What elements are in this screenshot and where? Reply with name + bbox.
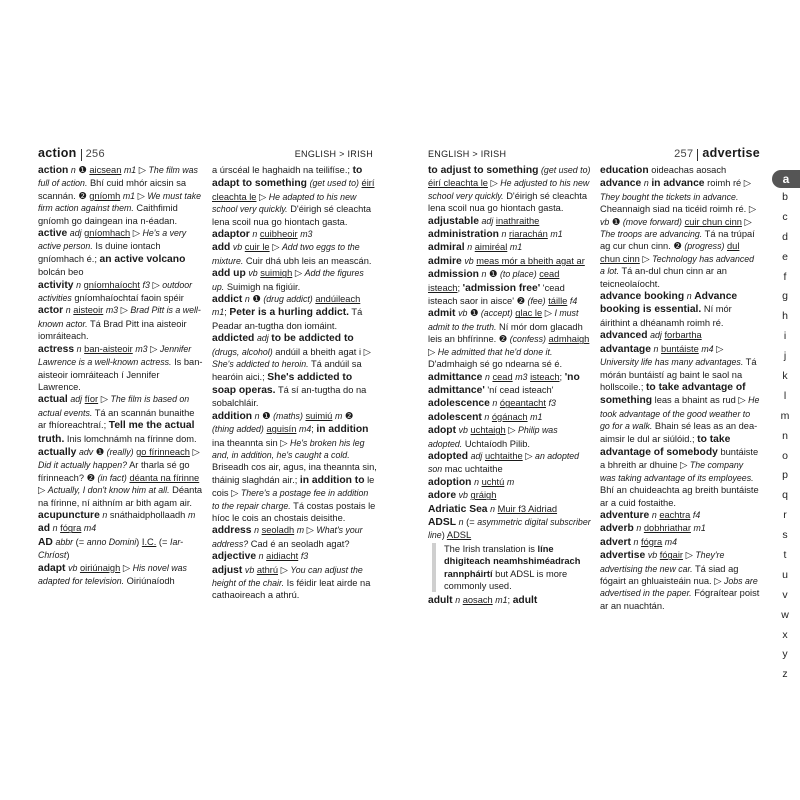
thumb-index-letter[interactable]: x: [782, 628, 788, 641]
thumb-index-letter[interactable]: p: [782, 469, 788, 482]
thumb-index-letter[interactable]: u: [782, 568, 788, 581]
dictionary-entry: activity n gníomhaíocht f3 ▷ outdoor activities gníomhaíochtaí faoin spéir: [38, 279, 193, 304]
dictionary-entry: admittance n cead m3 isteach; 'no admittance' 'ní cead isteach': [428, 371, 580, 396]
dictionary-entry: action n ❶ aicsean m1 ▷ The film was full of action. Bhí cuid mhór aicsin sa scannán. ❷ gníomh m1 ▷ We must take firm action against them. Caithfimid gníomh go daingean ina n-éadan.: [38, 165, 202, 226]
dictionary-entry: addition n ❶ (maths) suimiú m ❷ (thing added) aguisín m4; in addition ina theannta sin ▷ He's broken his leg and, in addition, he's caught a cold. Briseadh cos air, agus, ina theannta sin, tháinig slaghdán air.; in addition to le cois ▷ There's a postage fee in addition to the repair charge. Tá costas postais le híoc le cois an chostais deisithe.: [212, 410, 377, 523]
thumb-index-letter[interactable]: l: [783, 389, 787, 402]
dictionary-entry: advertise vb fógair ▷ They're advertising the new car. Tá siad ag fógairt an ghluaisteáin nua. ▷ Jobs are advertised in the paper. Fógraítear poist ar an nuachtán.: [600, 550, 760, 611]
left-page-header: [38, 146, 373, 161]
dictionary-entry: administration n riarachán m1: [428, 229, 563, 241]
dictionary-entry: to adjust to something (get used to) éirí cleachta le ▷ He adjusted to his new school very quickly. D'éirigh sé cleachta lena scoil nua go hiontach gasta.: [428, 165, 591, 214]
dictionary-entry: actual adj fíor ▷ The film is based on actual events. Tá an scannán bunaithe ar fhíoreachtraí.; Tell me the actual truth. Inis lomchnámh na fírinne dom.: [38, 394, 197, 445]
left-guide-word: action: [38, 146, 77, 160]
right-section-label: ENGLISH > IRISH: [428, 149, 507, 159]
dictionary-entry: add up vb suimigh ▷ Add the figures up. Suimigh na figiúir.: [212, 268, 364, 292]
thumb-index-letter[interactable]: b: [782, 191, 788, 203]
dictionary-entry: advance n in advance roimh ré ▷ They bought the tickets in advance. Cheannaigh siad na ticéid roimh ré. ▷ vb ❶ (move forward) cuir chun cinn ▷ The troops are advancing. Tá na trúpaí ag cur chun cinn. ❷ (progress) dul chun cinn ▷ Technology has advanced a lot. Tá an-dul chun cinn ar an teicneolaíocht.: [600, 178, 756, 289]
dictionary-entry: adolescent n ógánach m1: [428, 411, 543, 423]
left-section-label: ENGLISH > IRISH: [294, 149, 373, 159]
dictionary-entry: address n seoladh m ▷ What's your address? Cad é an seoladh agat?: [212, 525, 363, 549]
dictionary-entry: admission n ❶ (to place) cead isteach; 'admission free' 'cead isteach saor in aisce' ❷ (fee) táille f4: [428, 269, 578, 307]
thumb-index: [770, 170, 800, 688]
left-page-column-1: [38, 164, 203, 587]
right-guide-word: advertise: [702, 146, 760, 160]
thumb-index-letter[interactable]: h: [782, 310, 788, 323]
dictionary-entry: adopted adj uchtaithe ▷ an adopted son mac uchtaithe: [428, 450, 580, 475]
right-page-column-1: [428, 164, 591, 608]
thumb-index-letter[interactable]: f: [783, 270, 787, 283]
dictionary-entry: adverb n dobhriathar m1: [600, 523, 706, 535]
dictionary-entry: education oideachas aosach: [600, 165, 727, 176]
dictionary-entry: adopt vb uchtaigh ▷ Philip was adopted. Uchtaíodh Pilib.: [428, 425, 558, 449]
thumb-index-letters: [770, 191, 800, 688]
dictionary-entry: addicted adj to be addicted to (drugs, alcohol) andúil a bheith agat i ▷ She's addicted to heroin. Tá andúil sa hearóin aici.; She's addicted to soap operas. Tá sí an-tugtha do na sobalchláir.: [212, 333, 371, 409]
dictionary-entry: admire vb meas mór a bheith agat ar: [428, 255, 585, 267]
thumb-index-letter[interactable]: j: [783, 350, 787, 363]
thumb-index-letter[interactable]: q: [782, 489, 788, 502]
dictionary-entry: admiral n aimiréal m1: [428, 242, 523, 254]
dictionary-entry: adjective n aidiacht f3: [212, 551, 309, 563]
thumb-index-letter[interactable]: v: [782, 588, 788, 601]
thumb-index-letter[interactable]: m: [780, 409, 790, 422]
right-page-column-2: [600, 164, 760, 612]
right-page-number: 257: [674, 148, 694, 160]
dictionary-entry: advantage n buntáiste m4 ▷ University life has many advantages. Tá mórán buntáistí ag baint le saol na hollscoile.; to take advantage of something leas a bhaint as rud ▷ He took advantage of the good weather to go for a walk. Bhain sé leas as an dea-aimsir le dul ar siúlóid.; to take advantage of somebody buntáiste a bhreith ar dhuine ▷ The company was taking advantage of its employees. Bhí an chuideachta ag breith buntáiste ar a cuid fostaithe.: [600, 343, 760, 508]
thumb-index-letter[interactable]: s: [782, 529, 788, 542]
dictionary-entry: adjustable adj inathraithe: [428, 215, 540, 227]
dictionary-entry: adventure n eachtra f4: [600, 509, 701, 521]
dictionary-entry: adolescence n ógeantacht f3: [428, 398, 556, 410]
dictionary-entry: adult n aosach m1; adult: [428, 595, 538, 607]
dictionary-entry: add vb cuir le ▷ Add two eggs to the mixture. Cuir dhá ubh leis an meascán.: [212, 242, 372, 266]
dictionary-entry: adjust vb athrú ▷ You can adjust the height of the chair. Is féidir leat airde na cathaoireach a athrú.: [212, 564, 371, 601]
thumb-index-active-letter[interactable]: a: [772, 170, 800, 188]
dictionary-entry: active adj gníomhach ▷ He's a very active person. Is duine iontach gníomhach é.; an active volcano bolcán beo: [38, 228, 187, 278]
dictionary-entry: admit vb ❶ (accept) glac le ▷ I must admit to the truth. Ní mór dom glacadh leis an bhfírinne. ❷ (confess) admhaigh ▷ He admitted that he'd done it. D'admhaigh sé go ndearna sé é.: [428, 308, 590, 370]
header-divider: [81, 149, 82, 161]
thumb-index-letter[interactable]: n: [782, 429, 788, 442]
thumb-index-letter[interactable]: o: [782, 449, 788, 462]
dictionary-entry: actress n ban-aisteoir m3 ▷ Jennifer Lawrence is a well-known actress. Is ban-aisteoir iomráiteach í Jennifer Lawrence.: [38, 343, 203, 392]
dictionary-entry: advance booking n Advance booking is essential. Ní mór áirithint a dhéanamh roimh ré.: [600, 291, 738, 328]
thumb-index-letter[interactable]: g: [782, 290, 788, 303]
left-page-column-2: [212, 164, 377, 602]
dictionary-entry: ad n fógra m4: [38, 523, 97, 535]
thumb-index-letter[interactable]: c: [782, 210, 788, 223]
right-header-right: [674, 146, 760, 161]
dictionary-entry: Adriatic Sea n Muir f3 Aidriad: [428, 503, 558, 515]
dictionary-entry: AD abbr (= anno Domini) I.C. (= Iar-Chríost): [38, 536, 184, 561]
usage-note-box: The Irish translation is líne dhigiteach neamhshiméadrach rannpháirtí but ADSL is more commonly used.: [432, 543, 591, 593]
dictionary-entry: advert n fógra m4: [600, 536, 678, 548]
dictionary-entry: acupuncture n snáthaidphollaadh m: [38, 509, 196, 521]
dictionary-entry: a úrscéal le haghaidh na teilifíse.; to adapt to something (get used to) éirí cleachta le ▷ He adapted to his new school very quickly. D'éirigh sé cleachta lena scoil nua go hiontach gasta.: [212, 165, 375, 227]
dictionary-entry: adore vb gráigh: [428, 490, 497, 502]
dictionary-entry: actually adv ❶ (really) go fírinneach ▷ Did it actually happen? Ar tharla sé go fírinneach? ❷ (in fact) déanta na fírinne ▷ Actually, I don't know him at all. Déanta na fírinne, ní aithním ar bith agam air.: [38, 446, 203, 508]
dictionary-entry: addict n ❶ (drug addict) andúileach m1; Peter is a hurling addict. Tá Peadar an-tugtha don iomáint.: [212, 294, 363, 331]
dictionary-entry: actor n aisteoir m3 ▷ Brad Pitt is a well-known actor. Tá Brad Pitt ina aisteoir iomráiteach.: [38, 305, 201, 342]
thumb-index-letter[interactable]: t: [783, 549, 787, 562]
dictionary-entry: adapt vb oiriúnaigh ▷ His novel was adapted for television. Oiriúnaíodh: [38, 562, 187, 586]
thumb-index-letter[interactable]: r: [783, 509, 787, 522]
thumb-index-letter[interactable]: k: [782, 370, 788, 383]
left-page-number: 256: [85, 148, 105, 160]
dictionary-entry: adaptor n cuibheoir m3: [212, 229, 313, 241]
thumb-index-letter[interactable]: i: [783, 330, 787, 343]
thumb-index-letter[interactable]: y: [782, 648, 788, 661]
thumb-index-letter[interactable]: d: [782, 230, 788, 243]
header-divider: [697, 149, 698, 161]
dictionary-entry: adoption n uchtú m: [428, 476, 515, 488]
thumb-index-letter[interactable]: z: [782, 668, 788, 681]
dictionary-entry: advanced adj forbartha: [600, 330, 702, 342]
dictionary-entry: ADSL n (= asymmetric digital subscriber line) ADSL: [428, 516, 591, 541]
thumb-index-letter[interactable]: e: [782, 250, 788, 263]
thumb-index-letter[interactable]: w: [781, 608, 789, 621]
